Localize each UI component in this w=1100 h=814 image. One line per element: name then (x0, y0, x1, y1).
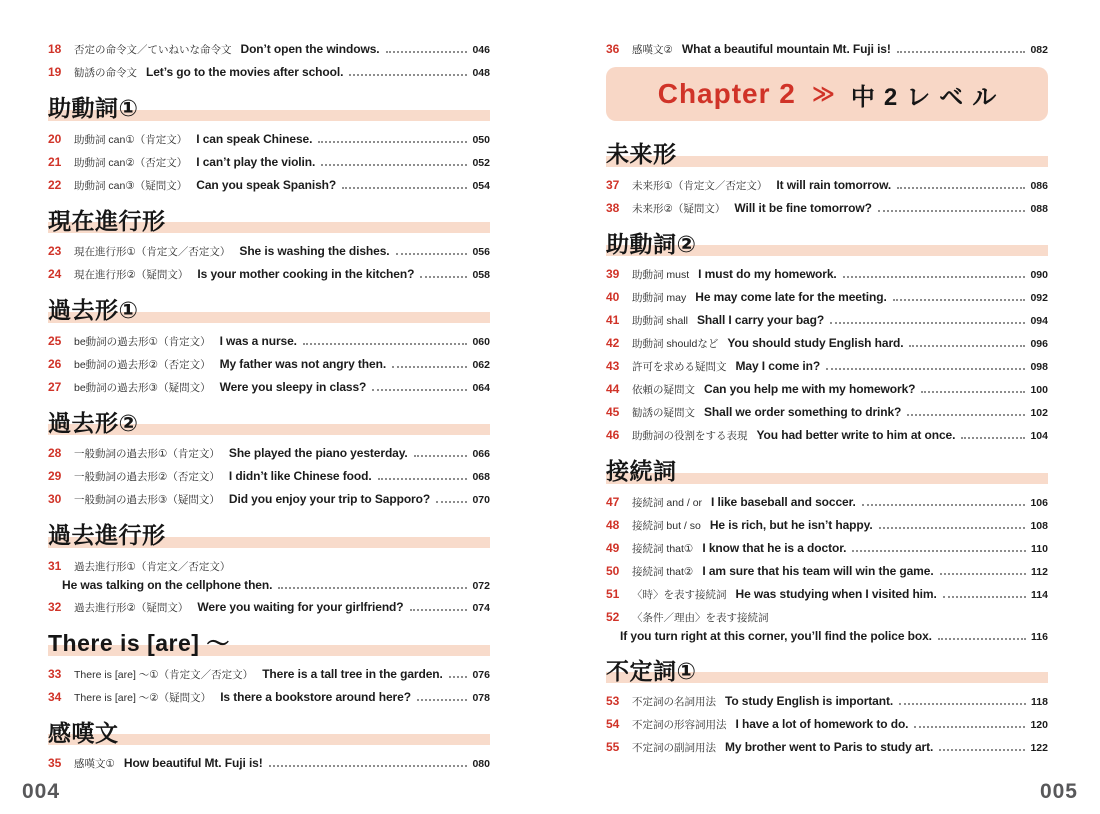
dotted-leader (826, 365, 1025, 370)
entry-sentence: There is a tall tree in the garden. (262, 666, 443, 681)
toc-entry (48, 446, 490, 461)
entry-sentence: It will rain tomorrow. (776, 177, 892, 192)
entry-label: 現在進行形②（疑問文） (74, 269, 189, 282)
entry-page-number: 072 (472, 579, 490, 592)
entry-page-number: 088 (1030, 202, 1048, 215)
entry-number: 27 (48, 379, 62, 394)
dotted-leader (921, 388, 1025, 393)
entry-page-number: 080 (472, 758, 490, 771)
toc-entry (48, 334, 490, 349)
toc-section (48, 95, 490, 193)
entry-page-number: 076 (472, 668, 490, 681)
toc-entry (606, 267, 1048, 282)
chapter-level-label: 中2レベル (850, 83, 1006, 111)
section-heading-text: 過去進行形 (48, 522, 166, 549)
dotted-leader (879, 524, 1026, 529)
dotted-leader (893, 296, 1026, 301)
entry-number: 37 (606, 177, 620, 192)
toc-entry (606, 564, 1048, 579)
entry-label: 接続詞 that① (632, 542, 694, 555)
entry-label: 〈条件／理由〉を表す接続詞 (632, 611, 769, 624)
entry-number: 30 (48, 492, 62, 507)
entry-sentence: To study English is important. (725, 694, 894, 709)
entry-page-number: 082 (1030, 44, 1048, 56)
entry-sentence: He was talking on the cellphone then. (62, 577, 273, 592)
entry-sentence: You had better write to him at once. (756, 428, 956, 443)
toc-entry (606, 610, 1048, 625)
section-heading (48, 410, 490, 438)
toc-entry (606, 694, 1048, 709)
toc-entry (606, 42, 1048, 57)
entry-label: 助動詞 may (632, 292, 687, 305)
right-page (606, 42, 1048, 763)
toc-section (48, 208, 490, 283)
entry-page-number: 102 (1030, 407, 1048, 420)
entry-label: 助動詞 shouldなど (632, 338, 719, 351)
entry-number: 28 (48, 446, 62, 461)
dotted-leader (321, 161, 467, 166)
entry-label: 許可を求める疑問文 (632, 361, 727, 374)
entry-number: 54 (606, 717, 620, 732)
entry-page-number: 120 (1030, 719, 1048, 732)
toc-entry (48, 267, 490, 282)
entry-number: 36 (606, 42, 620, 56)
dotted-leader (372, 386, 467, 391)
entry-page-number: 062 (472, 358, 490, 371)
entry-sentence: I didn’t like Chinese food. (228, 469, 372, 484)
entry-number: 51 (606, 586, 620, 601)
entry-number: 24 (48, 267, 62, 282)
entry-page-number: 110 (1031, 542, 1048, 555)
dotted-leader (961, 434, 1025, 439)
entry-label: be動詞の過去形①（肯定文） (74, 335, 211, 348)
section-heading (606, 231, 1048, 259)
dotted-leader (914, 723, 1025, 728)
dotted-leader (878, 207, 1026, 212)
entry-label: 勧誘の疑問文 (632, 407, 695, 420)
entry-label: 助動詞 can②（否定文） (74, 156, 188, 169)
section-heading-text: 過去形① (48, 297, 139, 324)
entry-page-number: 050 (472, 133, 490, 146)
toc-entry (606, 336, 1048, 351)
entry-sentence: Were you waiting for your girlfriend? (197, 599, 404, 614)
toc-section (48, 630, 490, 705)
entry-label: 不定詞の副詞用法 (632, 742, 716, 755)
entry-label: 一般動詞の過去形①（肯定文） (74, 448, 220, 461)
toc-entry (48, 65, 490, 80)
entry-number: 52 (606, 609, 620, 624)
chevrons-icon: ≫ (811, 81, 835, 106)
entry-page-number: 096 (1030, 338, 1048, 351)
page-footer-number-left: 004 (22, 780, 61, 803)
section-heading (48, 630, 490, 658)
entry-number: 18 (48, 42, 62, 56)
left-page (48, 42, 490, 779)
dotted-leader (392, 363, 467, 368)
dotted-leader (414, 452, 468, 457)
entry-label: 勧誘の命令文 (74, 67, 137, 79)
dotted-leader (843, 273, 1026, 278)
entry-label: 感嘆文① (74, 758, 115, 771)
section-heading (48, 522, 490, 550)
entry-number: 29 (48, 469, 62, 484)
toc-section (606, 231, 1048, 444)
entry-label: 過去進行形①（肯定文／否定文） (74, 560, 231, 573)
toc-entry (606, 201, 1048, 216)
entry-number: 53 (606, 694, 620, 709)
toc-entry (48, 600, 490, 615)
entry-page-number: 046 (472, 44, 490, 56)
toc-entry (48, 244, 490, 259)
chapter-banner (606, 67, 1048, 121)
entry-number: 40 (606, 290, 620, 305)
toc-section (48, 42, 490, 80)
toc-entry (606, 495, 1048, 510)
dotted-leader (897, 184, 1025, 189)
toc-entry (48, 178, 490, 193)
section-heading-text: There is [are] ～ (48, 629, 230, 656)
entry-sentence: May I come in? (735, 359, 821, 374)
entry-label: 〈時〉を表す接続詞 (632, 588, 727, 601)
entry-label: 一般動詞の過去形②（否定文） (74, 471, 220, 484)
entry-label: 接続詞 but / so (632, 519, 701, 532)
dotted-leader (939, 746, 1025, 751)
section-heading-text: 助動詞① (48, 95, 139, 121)
section-heading-text: 現在進行形 (48, 207, 166, 234)
dotted-leader (269, 762, 468, 767)
dotted-leader (830, 319, 1025, 324)
toc-entry-continuation (606, 629, 1048, 643)
dotted-leader (852, 547, 1026, 552)
toc-entry (48, 667, 490, 682)
dotted-leader (303, 340, 468, 345)
entry-page-number: 048 (472, 67, 490, 79)
entry-sentence: My father was not angry then. (219, 356, 387, 371)
dotted-leader (396, 250, 468, 255)
entry-label: 助動詞の役割をする表現 (632, 430, 748, 443)
entry-sentence: He was studying when I visited him. (735, 586, 937, 601)
section-heading (606, 658, 1048, 686)
toc-section (606, 658, 1048, 756)
entry-label: 接続詞 that② (632, 565, 694, 578)
toc-section (48, 720, 490, 772)
entry-sentence: She is washing the dishes. (239, 244, 390, 259)
entry-page-number: 094 (1030, 315, 1048, 328)
toc-entry (48, 559, 490, 574)
toc-entry (606, 382, 1048, 397)
entry-page-number: 060 (472, 335, 490, 348)
entry-number: 43 (606, 359, 620, 374)
entry-sentence: Is your mother cooking in the kitchen? (197, 267, 415, 282)
entry-page-number: 104 (1030, 430, 1048, 443)
entry-page-number: 052 (472, 156, 490, 169)
entry-sentence: Can you help me with my homework? (704, 382, 916, 397)
entry-page-number: 078 (472, 691, 490, 704)
entry-number: 48 (606, 517, 620, 532)
section-heading-text: 助動詞② (606, 230, 697, 257)
entry-label: 否定の命令文／ていねいな命令文 (74, 44, 232, 56)
entry-sentence: Is there a bookstore around here? (220, 689, 411, 704)
dotted-leader (378, 475, 468, 480)
entry-page-number: 112 (1031, 565, 1048, 578)
dotted-leader (449, 673, 468, 678)
entry-sentence: I must do my homework. (698, 267, 837, 282)
entry-label: 不定詞の名詞用法 (632, 696, 716, 709)
toc-entry-continuation (48, 578, 490, 592)
dotted-leader (417, 696, 468, 701)
toc-entry (606, 178, 1048, 193)
entry-number: 32 (48, 599, 62, 614)
entry-sentence: If you turn right at this corner, you’ll find the police box. (620, 628, 932, 643)
toc-entry (48, 380, 490, 395)
dotted-leader (862, 501, 1026, 506)
toc-entry (48, 155, 490, 170)
entry-sentence: Will it be fine tomorrow? (734, 200, 872, 215)
toc-entry (48, 357, 490, 372)
entry-sentence: Let’s go to the movies after school. (146, 65, 344, 79)
entry-number: 22 (48, 177, 62, 192)
entry-sentence: What a beautiful mountain Mt. Fuji is! (681, 42, 891, 56)
entry-number: 49 (606, 540, 620, 555)
entry-sentence: Can you speak Spanish? (196, 177, 337, 192)
toc-entry (606, 541, 1048, 556)
section-heading (48, 720, 490, 748)
entry-page-number: 064 (472, 381, 490, 394)
entry-label: 未来形①（肯定文／否定文） (632, 179, 768, 192)
entry-label: There is [are] ～①（肯定文／否定文） (74, 668, 254, 681)
entry-number: 39 (606, 267, 620, 282)
section-heading (606, 141, 1048, 169)
entry-number: 42 (606, 336, 620, 351)
dotted-leader (899, 700, 1026, 705)
entry-number: 45 (606, 405, 620, 420)
page-footer-number-right: 005 (1039, 780, 1078, 803)
dotted-leader (278, 584, 467, 589)
entry-sentence: I can’t play the violin. (196, 154, 316, 169)
entry-sentence: I like baseball and soccer. (711, 494, 856, 509)
entry-page-number: 054 (472, 179, 490, 192)
entry-number: 25 (48, 333, 62, 348)
entry-page-number: 058 (472, 269, 490, 282)
entry-number: 38 (606, 200, 620, 215)
entry-page-number: 070 (472, 494, 490, 507)
entry-page-number: 100 (1030, 384, 1048, 397)
entry-number: 33 (48, 666, 62, 681)
entry-sentence: He may come late for the meeting. (695, 290, 887, 305)
dotted-leader (349, 71, 467, 76)
toc-section (606, 458, 1048, 643)
chapter-label: Chapter 2 (657, 78, 796, 109)
entry-page-number: 086 (1030, 179, 1048, 192)
entry-label: 過去進行形②（疑問文） (74, 601, 189, 614)
entry-sentence: He is rich, but he isn’t happy. (709, 517, 873, 532)
entry-page-number: 066 (472, 448, 490, 461)
entry-label: 一般動詞の過去形③（疑問文） (74, 494, 220, 507)
entry-sentence: You should study English hard. (727, 336, 904, 351)
section-heading-text: 未来形 (606, 141, 677, 167)
toc-entry (48, 690, 490, 705)
entry-number: 55 (606, 740, 620, 755)
dotted-leader (897, 48, 1026, 53)
toc-entry (606, 518, 1048, 533)
dotted-leader (943, 593, 1026, 598)
entry-sentence: I have a lot of homework to do. (735, 717, 909, 732)
entry-number: 34 (48, 689, 62, 704)
entry-number: 47 (606, 494, 620, 509)
entry-sentence: My brother went to Paris to study art. (725, 740, 934, 755)
toc-entry (48, 469, 490, 484)
toc-entry (606, 428, 1048, 443)
entry-page-number: 114 (1031, 588, 1048, 601)
entry-sentence: Shall we order something to drink? (704, 405, 902, 420)
entry-label: 依頼の疑問文 (632, 384, 695, 397)
toc-section (48, 410, 490, 508)
entry-sentence: I know that he is a doctor. (702, 540, 847, 555)
entry-label: 助動詞 can①（肯定文） (74, 133, 188, 146)
entry-number: 23 (48, 244, 62, 259)
toc-entry (606, 290, 1048, 305)
entry-label: 不定詞の形容詞用法 (632, 719, 727, 732)
dotted-leader (907, 411, 1025, 416)
dotted-leader (386, 48, 468, 53)
toc-entry (48, 42, 490, 57)
toc-entry (48, 132, 490, 147)
entry-label: 未来形②（疑問文） (632, 202, 726, 215)
entry-page-number: 116 (1031, 630, 1048, 643)
entry-page-number: 068 (472, 471, 490, 484)
entry-number: 35 (48, 756, 62, 771)
dotted-leader (420, 273, 467, 278)
entry-label: 感嘆文② (632, 44, 673, 56)
entry-page-number: 118 (1031, 696, 1048, 709)
dotted-leader (318, 138, 467, 143)
entry-label: 現在進行形①（肯定文／否定文） (74, 246, 231, 259)
toc-entry (606, 587, 1048, 602)
dotted-leader (909, 342, 1025, 347)
entry-number: 44 (606, 382, 620, 397)
entry-sentence: I was a nurse. (219, 333, 297, 348)
entry-sentence: Did you enjoy your trip to Sapporo? (228, 492, 431, 507)
entry-label: 接続詞 and / or (632, 496, 703, 509)
entry-page-number: 092 (1030, 292, 1048, 305)
entry-label: 助動詞 can③（疑問文） (74, 179, 188, 192)
entry-label: be動詞の過去形②（否定文） (74, 358, 211, 371)
dotted-leader (410, 606, 468, 611)
section-heading-text: 不定詞① (606, 657, 697, 684)
toc-entry (606, 405, 1048, 420)
toc-section (48, 297, 490, 395)
entry-number: 19 (48, 65, 62, 79)
toc-section (606, 141, 1048, 216)
entry-page-number: 056 (472, 246, 490, 259)
toc-entry (48, 756, 490, 771)
entry-number: 31 (48, 558, 62, 573)
section-heading (48, 208, 490, 236)
entry-sentence: Shall I carry your bag? (697, 313, 825, 328)
entry-number: 46 (606, 428, 620, 443)
dotted-leader (938, 635, 1026, 640)
entry-sentence: I am sure that his team will win the game. (702, 563, 934, 578)
toc-entry (48, 492, 490, 507)
section-heading-text: 過去形② (48, 409, 139, 436)
toc-entry (606, 740, 1048, 755)
toc-entry (606, 313, 1048, 328)
toc-entry (606, 717, 1048, 732)
entry-label: 助動詞 must (632, 269, 690, 282)
entry-page-number: 090 (1030, 269, 1048, 282)
entry-sentence: She played the piano yesterday. (228, 446, 408, 461)
entry-sentence: How beautiful Mt. Fuji is! (123, 756, 263, 771)
toc-section (48, 522, 490, 615)
entry-page-number: 108 (1030, 519, 1048, 532)
entry-number: 41 (606, 313, 620, 328)
section-heading (606, 458, 1048, 486)
section-heading-text: 感嘆文 (48, 719, 119, 746)
dotted-leader (342, 184, 467, 189)
entry-number: 26 (48, 356, 62, 371)
entry-label: be動詞の過去形③（疑問文） (74, 381, 211, 394)
entry-label: 助動詞 shall (632, 315, 689, 328)
section-heading (48, 95, 490, 123)
toc-entry (606, 359, 1048, 374)
dotted-leader (940, 570, 1026, 575)
entry-number: 21 (48, 154, 62, 169)
entry-page-number: 074 (472, 601, 490, 614)
entry-page-number: 122 (1030, 742, 1048, 755)
toc-section (606, 42, 1048, 57)
entry-page-number: 106 (1030, 496, 1048, 509)
entry-number: 50 (606, 563, 620, 578)
dotted-leader (436, 498, 467, 503)
entry-sentence: Don’t open the windows. (240, 42, 380, 56)
entry-sentence: I can speak Chinese. (196, 131, 313, 146)
section-heading (48, 297, 490, 325)
entry-label: There is [are] ～②（疑問文） (74, 691, 212, 704)
entry-sentence: Were you sleepy in class? (219, 379, 367, 394)
section-heading-text: 接続詞 (606, 458, 677, 485)
entry-page-number: 098 (1030, 361, 1048, 374)
entry-number: 20 (48, 131, 62, 146)
